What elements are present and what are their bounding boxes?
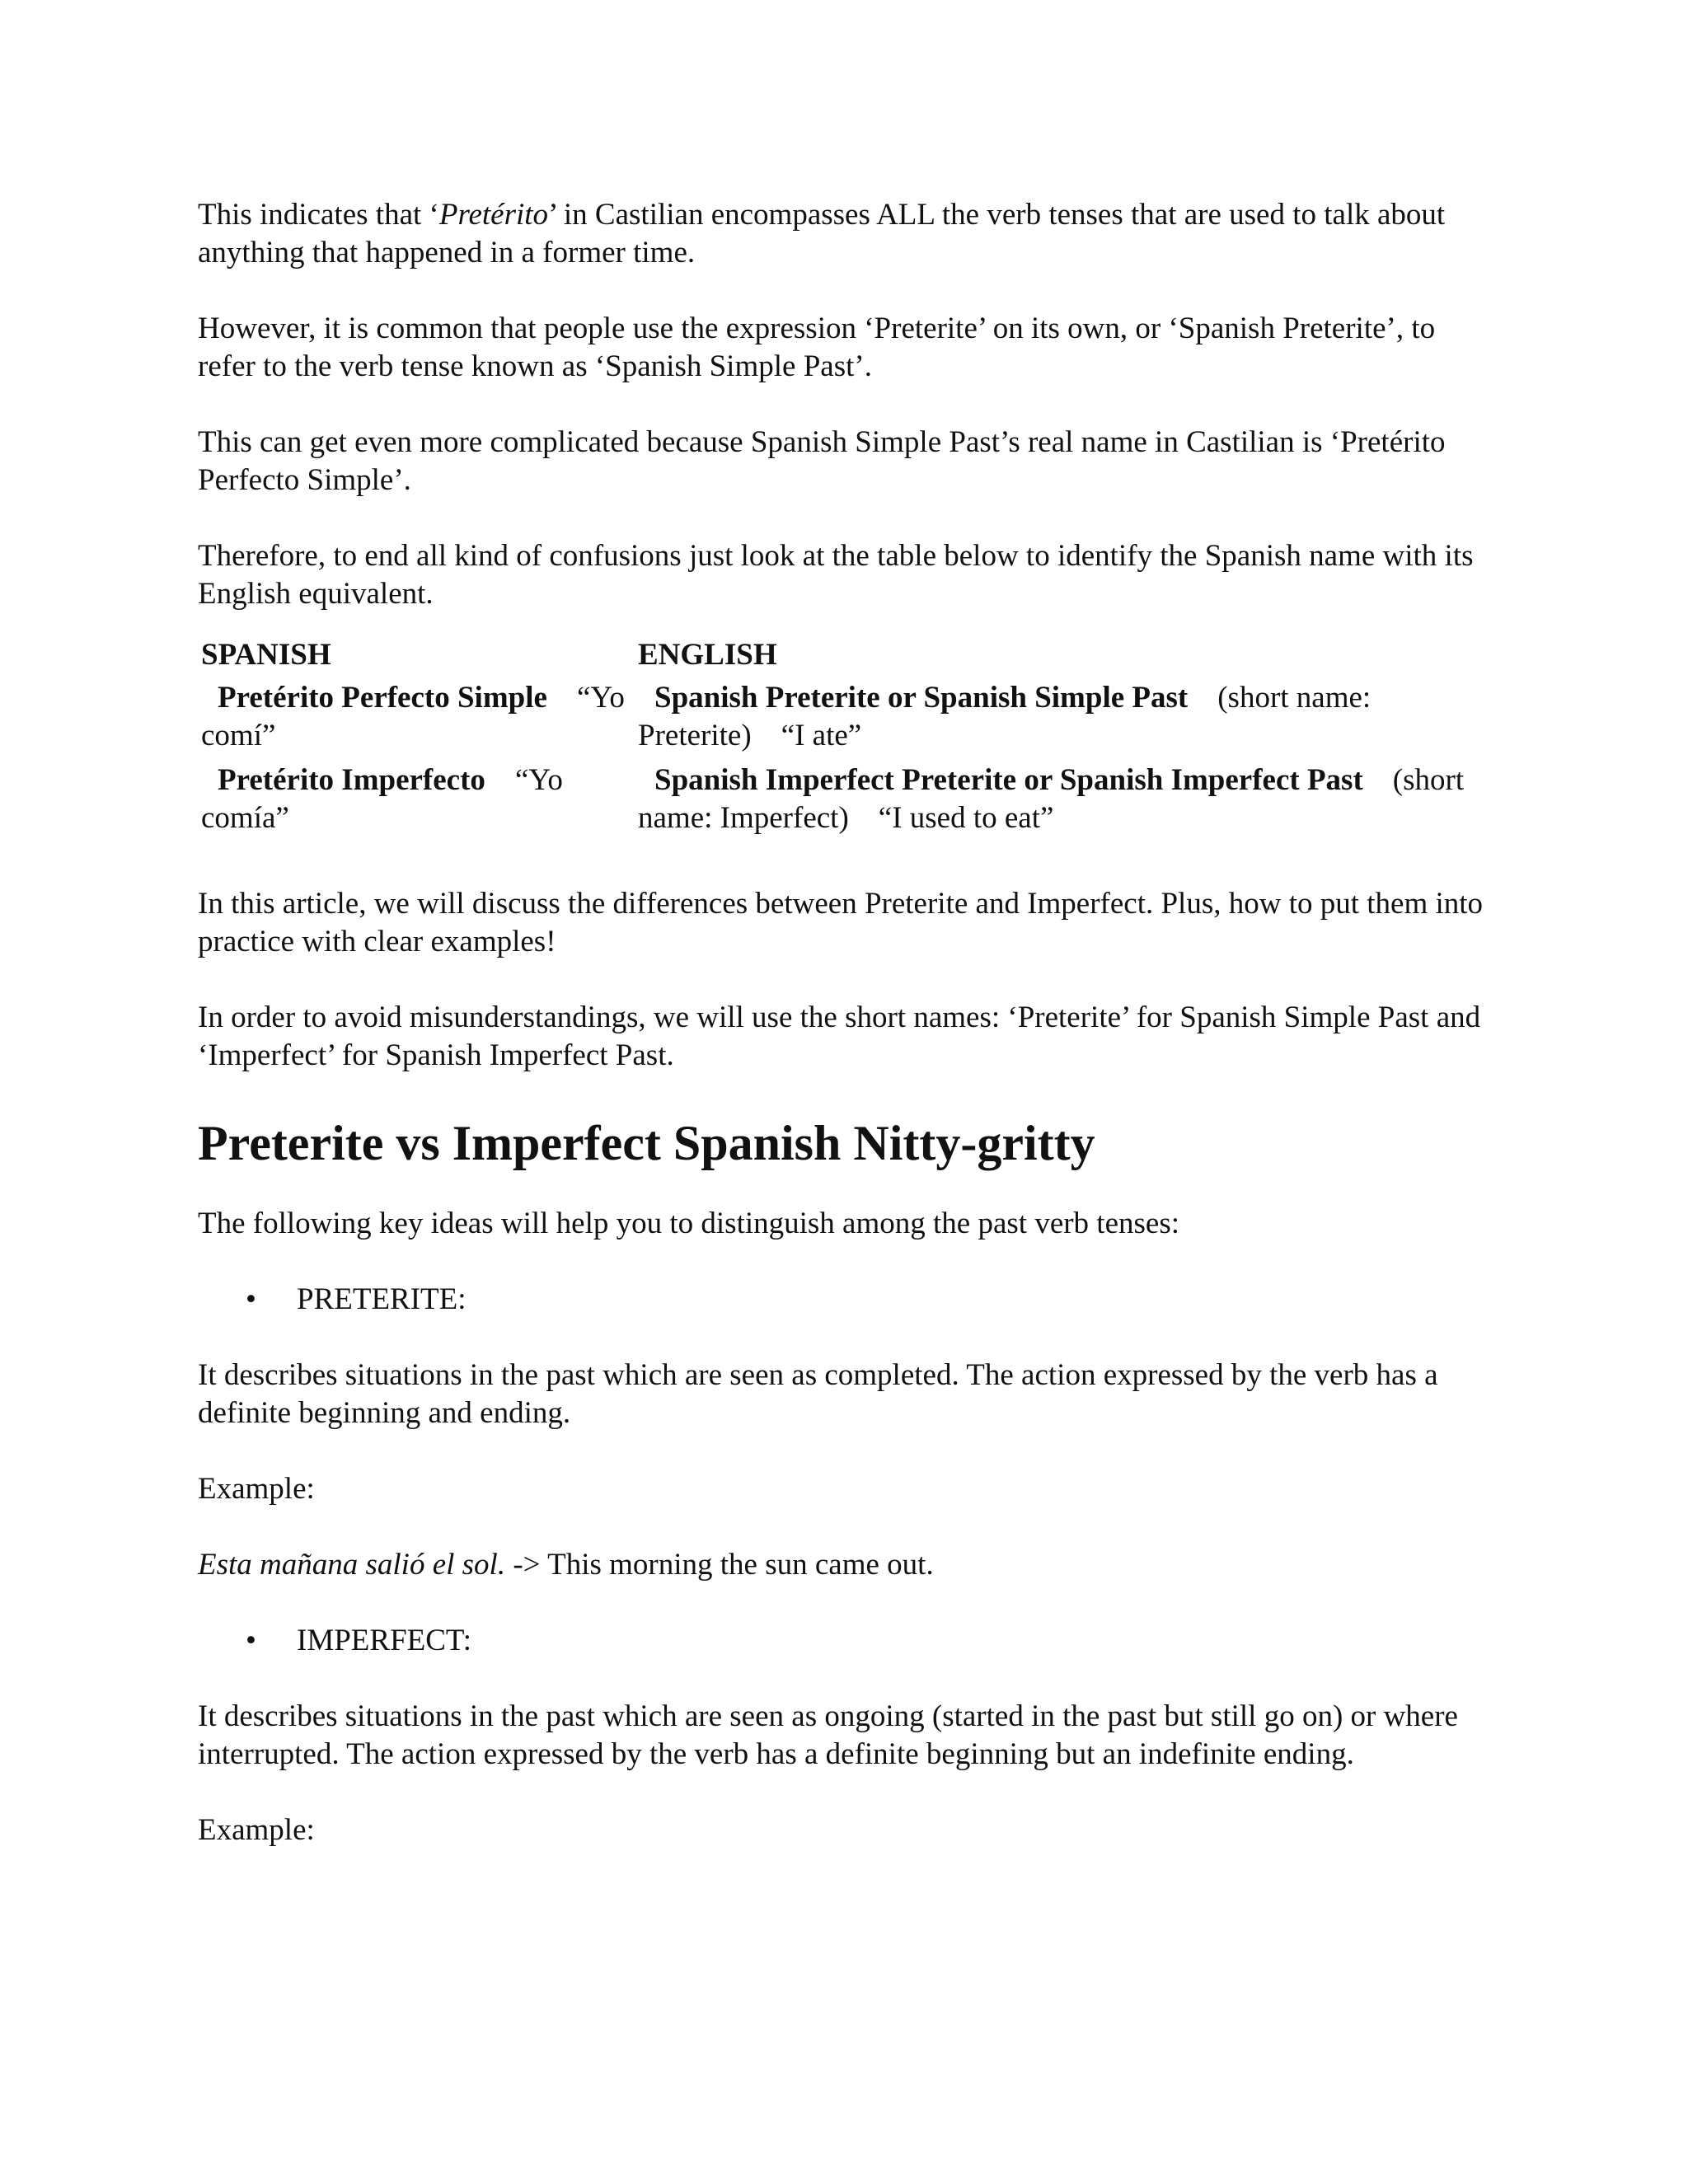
comparison-table [201, 636, 1487, 844]
spanish-name: Pretérito Perfecto Simple [218, 681, 547, 715]
table-header-row [201, 636, 1487, 679]
english-name: Spanish Imperfect Preterite or Spanish Imperfect Past [654, 763, 1363, 797]
paragraph-article-intro: In this article, we will discuss the differences between Preterite and Imperfect. Plus, how to put them into practice with clear examples! [198, 887, 1484, 958]
paragraph-intro [198, 196, 1484, 272]
example-label: Example: [198, 1472, 315, 1506]
example-label: Example: [198, 1813, 315, 1847]
cell-english [638, 679, 1487, 762]
english-short-name: (short name: Imperfect) [638, 763, 1465, 835]
paragraph-preterite-usage: However, it is common that people use the expression ‘Preterite’ on its own, or ‘Spanish Preterite’, to refer to the verb tense known as ‘Spanish Simple Past’. [198, 312, 1436, 383]
bullet-icon: • [246, 1624, 256, 1657]
bullet-label: IMPERFECT: [297, 1624, 471, 1657]
bullet-label: PRETERITE: [297, 1282, 467, 1316]
paragraph-table-intro: Therefore, to end all kind of confusions just look at the table below to identify the Spanish name with its English equivalent. [198, 539, 1474, 611]
cell-spanish [201, 679, 638, 762]
paragraph-key-ideas: The following key ideas will help you to distinguish among the past verb tenses: [198, 1207, 1180, 1240]
bullet-preterite [198, 1281, 1484, 1319]
spanish-example: “Yo comía” [201, 763, 563, 835]
paragraph-short-names: In order to avoid misunderstandings, we will use the short names: ‘Preterite’ for Spanish Simple Past and ‘Imperfect’ for Spanish Imperfect Past. [198, 1001, 1481, 1072]
header-english: ENGLISH [638, 638, 777, 672]
document-page [198, 196, 1484, 1887]
header-spanish: SPANISH [201, 638, 331, 672]
emphasis-preterito: Pretérito [438, 198, 549, 232]
example-spanish: Esta mañana salió el sol. [198, 1548, 506, 1582]
example-english: -> This morning the sun came out. [505, 1548, 934, 1582]
paragraph-preterite-description: It describes situations in the past which are seen as completed. The action expressed by the verb has a definite beginning and ending. [198, 1358, 1438, 1430]
table-row [201, 679, 1487, 762]
paragraph-complication: This can get even more complicated because Spanish Simple Past’s real name in Castilian is ‘Pretérito Perfecto Simple’. [198, 425, 1446, 497]
english-example: “I ate” [781, 719, 862, 752]
bullet-imperfect [198, 1622, 1484, 1660]
section-heading: Preterite vs Imperfect Spanish Nitty-gritty [198, 1116, 1095, 1170]
example-preterite [198, 1546, 1484, 1584]
english-example: “I used to eat” [878, 801, 1054, 835]
english-short-name: (short name: Preterite) [638, 681, 1372, 752]
table-row [201, 762, 1487, 844]
paragraph-imperfect-description: It describes situations in the past which are seen as ongoing (started in the past but still go on) or where interrupted. The action expressed by the verb has a definite beginning but an indefinite ending. [198, 1699, 1458, 1771]
cell-spanish [201, 762, 638, 844]
cell-english [638, 762, 1487, 844]
spanish-example: “Yo comí” [201, 681, 625, 752]
text: ’ in Castilian encompasses ALL the verb tenses that are used to talk about anything that happened in a former time. [198, 198, 1446, 269]
spanish-name: Pretérito Imperfecto [218, 763, 485, 797]
text: This indicates that ‘ [198, 198, 439, 232]
bullet-icon: • [246, 1282, 256, 1316]
english-name: Spanish Preterite or Spanish Simple Past [654, 681, 1189, 715]
